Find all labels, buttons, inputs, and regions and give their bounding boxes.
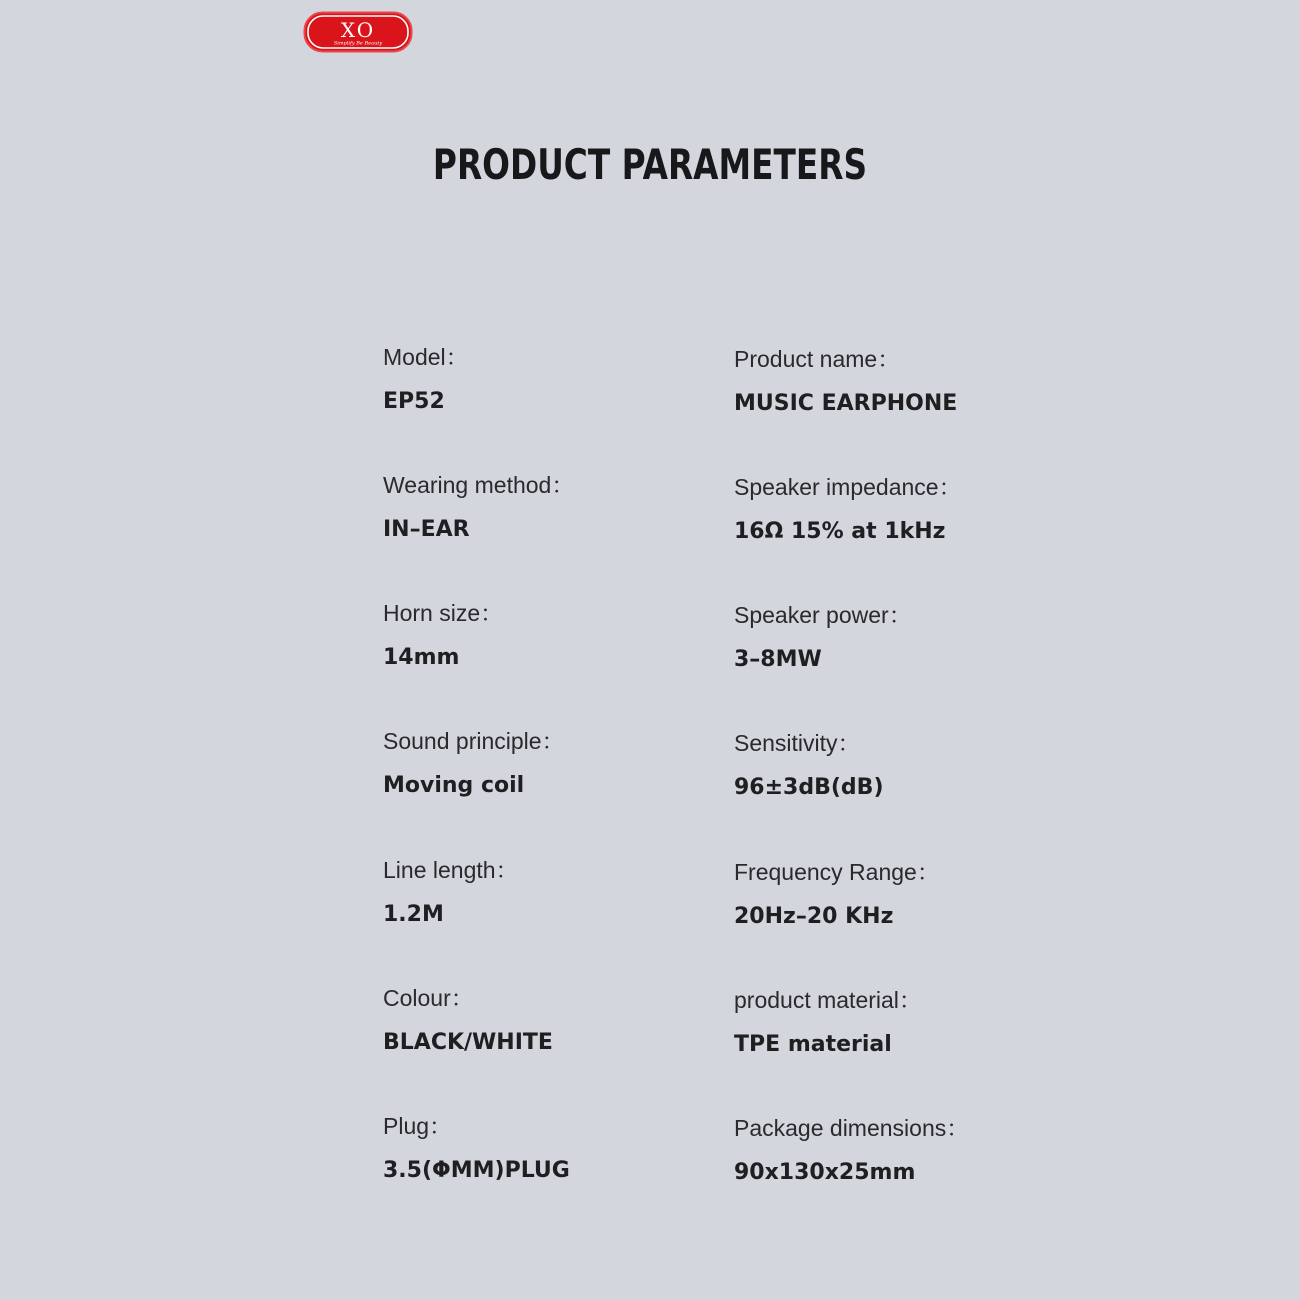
param-label: Horn size： — [383, 600, 504, 626]
param-frequency-range — [734, 854, 1034, 929]
param-value: Moving coil — [383, 773, 525, 798]
param-value: 3–8MW — [734, 647, 822, 672]
param-label: Sound principle： — [383, 728, 565, 754]
param-value: BLACK/WHITE — [383, 1030, 553, 1055]
param-label: Line length： — [383, 857, 519, 883]
param-speaker-power — [734, 597, 1034, 672]
param-value: MUSIC EARPHONE — [734, 391, 958, 416]
param-package-dimensions — [734, 1110, 1034, 1185]
param-label: Model： — [383, 344, 469, 370]
param-sound-principle — [383, 723, 683, 798]
page-title: PRODUCT PARAMETERS — [432, 140, 868, 189]
param-label: Product name： — [734, 346, 901, 372]
param-value: 16Ω 15% at 1kHz — [734, 519, 946, 544]
param-line-length — [383, 852, 683, 927]
param-label: Colour： — [383, 985, 474, 1011]
param-product-name — [734, 341, 1034, 416]
param-wearing-method — [383, 467, 683, 542]
param-value: TPE material — [734, 1032, 892, 1057]
param-sensitivity — [734, 725, 1034, 800]
logo-tagline: Simplify Be Beauty — [333, 40, 383, 47]
param-colour — [383, 980, 683, 1055]
param-value: 1.2M — [383, 902, 444, 927]
param-value: EP52 — [383, 389, 445, 414]
param-label: product material： — [734, 987, 922, 1013]
param-speaker-impedance — [734, 469, 1034, 544]
param-label: Speaker impedance： — [734, 474, 962, 500]
param-label: Sensitivity： — [734, 730, 861, 756]
param-label: Plug： — [383, 1113, 453, 1139]
param-product-material — [734, 982, 1034, 1057]
param-horn-size — [383, 595, 683, 670]
param-plug — [383, 1108, 683, 1183]
param-label: Frequency Range： — [734, 859, 940, 885]
param-label: Speaker power： — [734, 602, 912, 628]
param-label: Package dimensions： — [734, 1115, 970, 1141]
param-model — [383, 339, 683, 414]
param-value: 96±3dB(dB) — [734, 775, 884, 800]
logo-mark: XO — [340, 18, 376, 42]
param-value: 90x130x25mm — [734, 1160, 916, 1185]
param-value: 20Hz–20 KHz — [734, 904, 894, 929]
param-label: Wearing method： — [383, 472, 575, 498]
param-value: 14mm — [383, 645, 460, 670]
param-value: IN–EAR — [383, 517, 470, 542]
param-value: 3.5(ΦMM)PLUG — [383, 1158, 570, 1183]
